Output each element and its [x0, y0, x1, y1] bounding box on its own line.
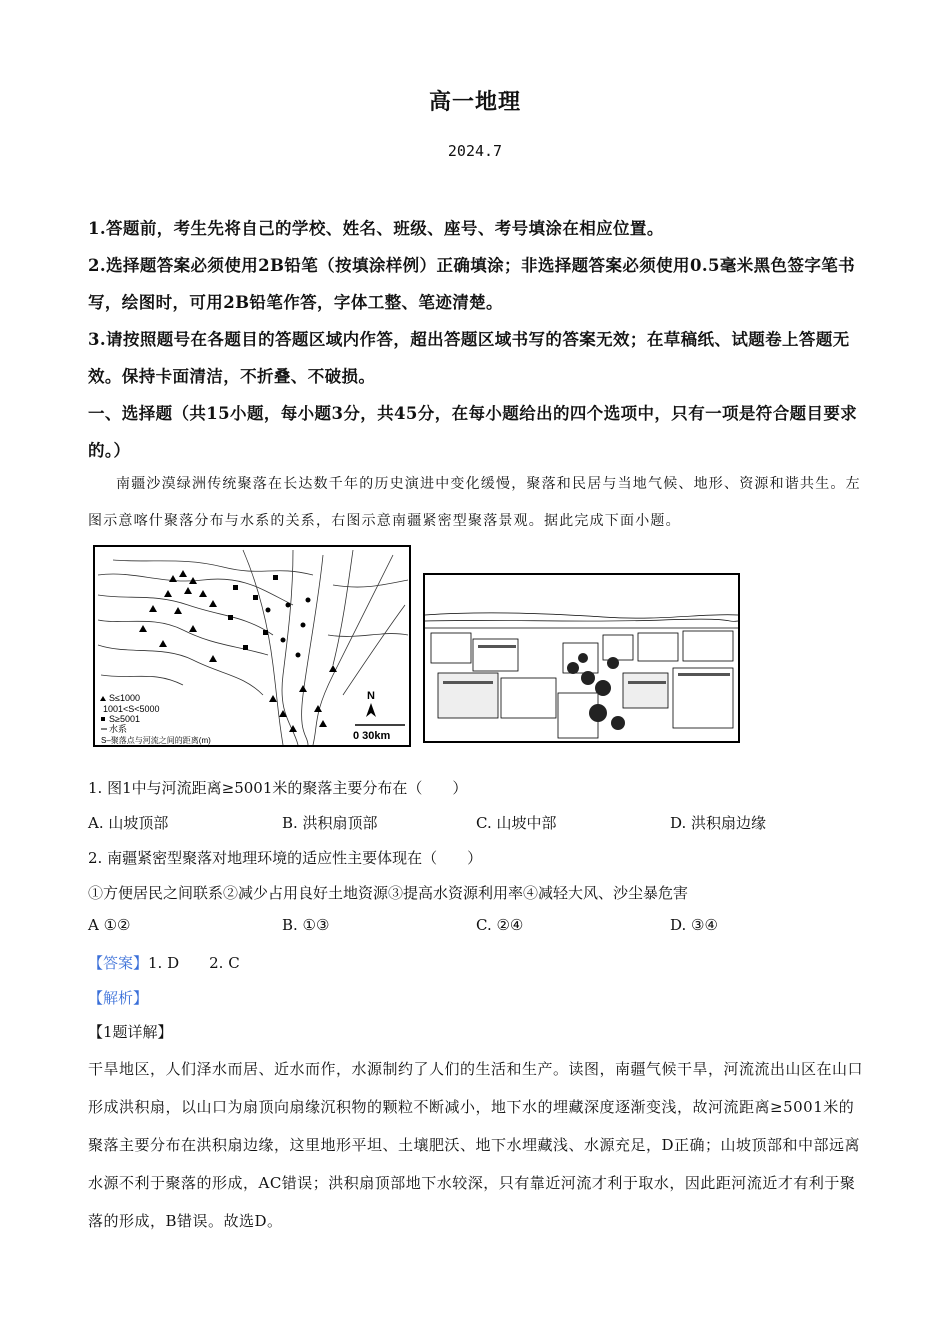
q1-option-a[interactable]: A. 山坡顶部 — [88, 814, 169, 832]
svg-text:N: N — [367, 690, 375, 702]
q1-option-b[interactable]: B. 洪积扇顶部 — [282, 814, 378, 832]
dense-settlement-landscape — [423, 573, 740, 743]
svg-text:0 30km: 0 30km — [353, 730, 391, 742]
question-2-options — [88, 916, 868, 938]
exam-title: 高一地理 — [428, 89, 521, 115]
legend-3: S≥5001 — [109, 714, 140, 724]
q1-option-d[interactable]: D. 洪积扇边缘 — [670, 814, 767, 832]
answer-value: 1. D 2. C — [148, 954, 240, 972]
legend-2: 1001<S<5000 — [103, 704, 160, 714]
exam-instructions — [88, 210, 868, 469]
q2-option-c[interactable]: C. ②④ — [476, 916, 524, 934]
q2-option-b[interactable]: B. ①③ — [282, 916, 330, 934]
section-heading: 一、选择题（共15小题，每小题3分，共45分，在每小题给出的四个选项中，只有一项是符合题目要求的。） — [88, 404, 858, 460]
legend-1: S≤1000 — [109, 693, 140, 703]
exam-date: 2024.7 — [447, 142, 503, 160]
analysis-subheading: 【1题详解】 — [88, 1023, 173, 1041]
analysis-label: 【解析】 — [88, 989, 149, 1007]
intro-paragraph: 南疆沙漠绿洲传统聚落在长达数千年的历史演进中变化缓慢，聚落和民居与当地气候、地形、资源和谐共生。左图示意喀什聚落分布与水系的关系，右图示意南疆紧密型聚落景观。据此完成下面小题。 — [88, 476, 861, 529]
instruction-1: 1.答题前，考生先将自己的学校、姓名、班级、座号、考号填涂在相应位置。 — [88, 219, 664, 238]
q2-option-d[interactable]: D. ③④ — [670, 916, 718, 934]
answer-label: 【答案】 — [88, 954, 149, 972]
question-1-options — [88, 812, 868, 834]
settlement-river-map — [93, 545, 411, 747]
answer-line — [88, 952, 868, 973]
legend-4: 水系 — [109, 724, 128, 734]
q2-option-a[interactable]: A ①② — [88, 916, 131, 934]
question-2-items: ①方便居民之间联系②减少占用良好土地资源③提高水资源利用率④减轻大风、沙尘暴危害 — [88, 884, 689, 902]
question-1-stem: 1. 图1中与河流距离≥5001米的聚落主要分布在（ ） — [88, 779, 468, 797]
legend-5: S–聚落点与河流之间的距离(m) — [101, 736, 211, 745]
analysis-text: 干旱地区，人们泽水而居、近水而作，水源制约了人们的生活和生产。读图，南疆气候干旱，河流流出山区在山口形成洪积扇，以山口为扇顶向扇缘沉积物的颗粒不断减小，地下水的埋藏深度逐渐变浅，故河流距离≥5001米的聚落主要分布在洪积扇边缘，这里地形平坦、土壤肥沃、地下水埋藏浅、水源充足，D正确；山坡顶部和中部远离水源不利于聚落的形成，AC错误；洪积扇顶部地下水较深，只有靠近河流才利于取水，因此距河流近才有利于聚落的形成，B错误。故选D。 — [88, 1060, 864, 1230]
instruction-2: 2.选择题答案必须使用2B铅笔（按填涂样例）正确填涂；非选择题答案必须使用0.5毫米黑色签字笔书写，绘图时，可用2B铅笔作答，字体工整、笔迹清楚。 — [88, 256, 856, 312]
question-2-stem: 2. 南疆紧密型聚落对地理环境的适应性主要体现在（ ） — [88, 849, 483, 867]
instruction-3: 3.请按照题号在各题目的答题区域内作答，超出答题区域书写的答案无效；在草稿纸、试题卷上答题无效。保持卡面清洁，不折叠、不破损。 — [88, 330, 850, 386]
q1-option-c[interactable]: C. 山坡中部 — [476, 814, 557, 832]
